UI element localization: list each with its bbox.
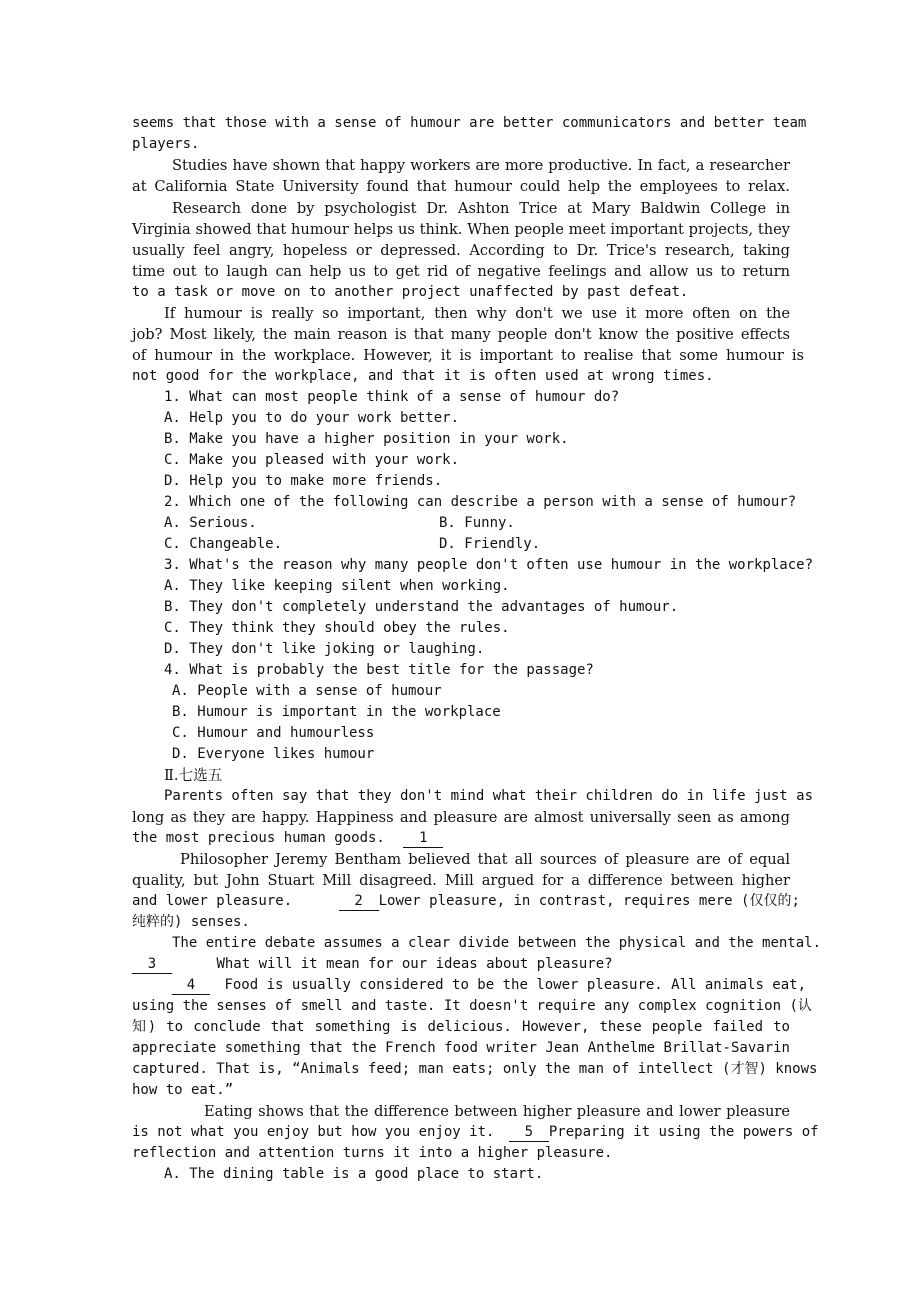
passage-line: If humour is really so important, then why don't we use it more often on the bbox=[164, 305, 790, 322]
option-row bbox=[164, 513, 822, 534]
passage-line: seems that those with a sense of humour are better communicators and better team bbox=[132, 115, 807, 131]
option-3a: A. They like keeping silent when working. bbox=[164, 578, 510, 594]
option-3b: B. They don't completely understand the advantages of humour. bbox=[164, 599, 679, 615]
passage-line: at California State University found that humour could help the employees to relax. bbox=[132, 178, 790, 195]
passage-line: Parents often say that they don't mind what their children do in life just as bbox=[164, 788, 814, 804]
passage-text: What will it mean for our ideas about pleasure? bbox=[216, 956, 613, 972]
answer-blank-1[interactable]: 1 bbox=[403, 829, 443, 848]
option-3c: C. They think they should obey the rules. bbox=[164, 620, 510, 636]
passage-text: Food is usually considered to be the lower pleasure. All animals eat, bbox=[224, 977, 807, 993]
option-1b: B. Make you have a higher position in your work. bbox=[164, 431, 569, 447]
passage-line: 知) to conclude that something is delicious. However, these people failed to bbox=[132, 1019, 790, 1035]
passage-line: to a task or move on to another project unaffected by past defeat. bbox=[132, 284, 689, 300]
passage-line bbox=[132, 975, 807, 996]
answer-blank-3[interactable]: 3 bbox=[132, 955, 172, 974]
passage-line: Philosopher Jeremy Bentham believed that all sources of pleasure are of equal bbox=[180, 851, 790, 868]
section-heading: Ⅱ.七选五 bbox=[164, 767, 223, 784]
option-a: A. The dining table is a good place to start. bbox=[164, 1166, 544, 1182]
passage-line: quality, but John Stuart Mill disagreed. Mill argued for a difference between higher bbox=[132, 872, 790, 889]
passage-line: Studies have shown that happy workers are more productive. In fact, a researcher bbox=[172, 157, 790, 174]
passage-line: 纯粹的) senses. bbox=[132, 914, 250, 930]
passage-line: using the senses of smell and taste. It doesn't require any complex cognition (认 bbox=[132, 998, 812, 1014]
passage-line bbox=[132, 891, 804, 912]
passage-line bbox=[132, 954, 790, 975]
option-2d: D. Friendly. bbox=[439, 536, 541, 552]
passage-line: The entire debate assumes a clear divide between the physical and the mental. bbox=[172, 935, 822, 951]
passage-line: captured. That is, “Animals feed; man eats; only the man of intellect (才智) knows bbox=[132, 1061, 818, 1077]
passage-line: job? Most likely, the main reason is that many people don't know the positive effects bbox=[132, 326, 790, 343]
passage-line: of humour in the workplace. However, it is important to realise that some humour is bbox=[132, 347, 804, 364]
passage-line: time out to laugh can help us to get rid of negative feelings and allow us to return bbox=[132, 263, 790, 280]
question-3: 3. What's the reason why many people don't often use humour in the workplace? bbox=[164, 557, 814, 573]
passage-line: appreciate something that the French food writer Jean Anthelme Brillat-Savarin bbox=[132, 1040, 790, 1056]
option-2b: B. Funny. bbox=[439, 515, 515, 531]
option-1a: A. Help you to do your work better. bbox=[164, 410, 460, 426]
passage-line: not good for the workplace, and that it is often used at wrong times. bbox=[132, 368, 714, 384]
option-4d: D. Everyone likes humour bbox=[172, 746, 375, 762]
passage-text: the most precious human goods. bbox=[132, 830, 385, 846]
passage-line: usually feel angry, hopeless or depressed. According to Dr. Trice's research, taking bbox=[132, 242, 790, 259]
option-2c: C. Changeable. bbox=[164, 536, 283, 552]
question-2: 2. Which one of the following can describe a person with a sense of humour? bbox=[164, 494, 797, 510]
passage-line: Virginia showed that humour helps us think. When people meet important projects, they bbox=[132, 221, 790, 238]
question-1: 1. What can most people think of a sense of humour do? bbox=[164, 389, 620, 405]
option-4a: A. People with a sense of humour bbox=[172, 683, 442, 699]
passage-text: Lower pleasure, in contrast, requires mere (仅仅的; bbox=[378, 893, 800, 909]
passage-line: Research done by psychologist Dr. Ashton Trice at Mary Baldwin College in bbox=[172, 200, 790, 217]
option-4c: C. Humour and humourless bbox=[172, 725, 375, 741]
passage-text: Preparing it using the powers of bbox=[548, 1124, 819, 1140]
passage-line bbox=[132, 1122, 819, 1143]
passage-line: long as they are happy. Happiness and pleasure are almost universally seen as among bbox=[132, 809, 790, 826]
passage-text: is not what you enjoy but how you enjoy it. bbox=[132, 1124, 495, 1140]
passage-line: players. bbox=[132, 136, 200, 152]
passage-line: reflection and attention turns it into a higher pleasure. bbox=[132, 1145, 613, 1161]
option-2a: A. Serious. bbox=[164, 515, 257, 531]
option-1c: C. Make you pleased with your work. bbox=[164, 452, 460, 468]
passage-line: Eating shows that the difference between higher pleasure and lower pleasure bbox=[204, 1103, 790, 1120]
option-row bbox=[164, 534, 822, 555]
passage-text: and lower pleasure. bbox=[132, 893, 293, 909]
question-4: 4. What is probably the best title for the passage? bbox=[164, 662, 594, 678]
option-1d: D. Help you to make more friends. bbox=[164, 473, 443, 489]
option-4b: B. Humour is important in the workplace bbox=[172, 704, 501, 720]
answer-blank-2[interactable]: 2 bbox=[339, 892, 379, 911]
passage-line: how to eat.” bbox=[132, 1082, 234, 1098]
passage-line bbox=[132, 828, 790, 849]
answer-blank-5[interactable]: 5 bbox=[509, 1123, 549, 1142]
answer-blank-4[interactable]: 4 bbox=[172, 976, 210, 995]
option-3d: D. They don't like joking or laughing. bbox=[164, 641, 485, 657]
